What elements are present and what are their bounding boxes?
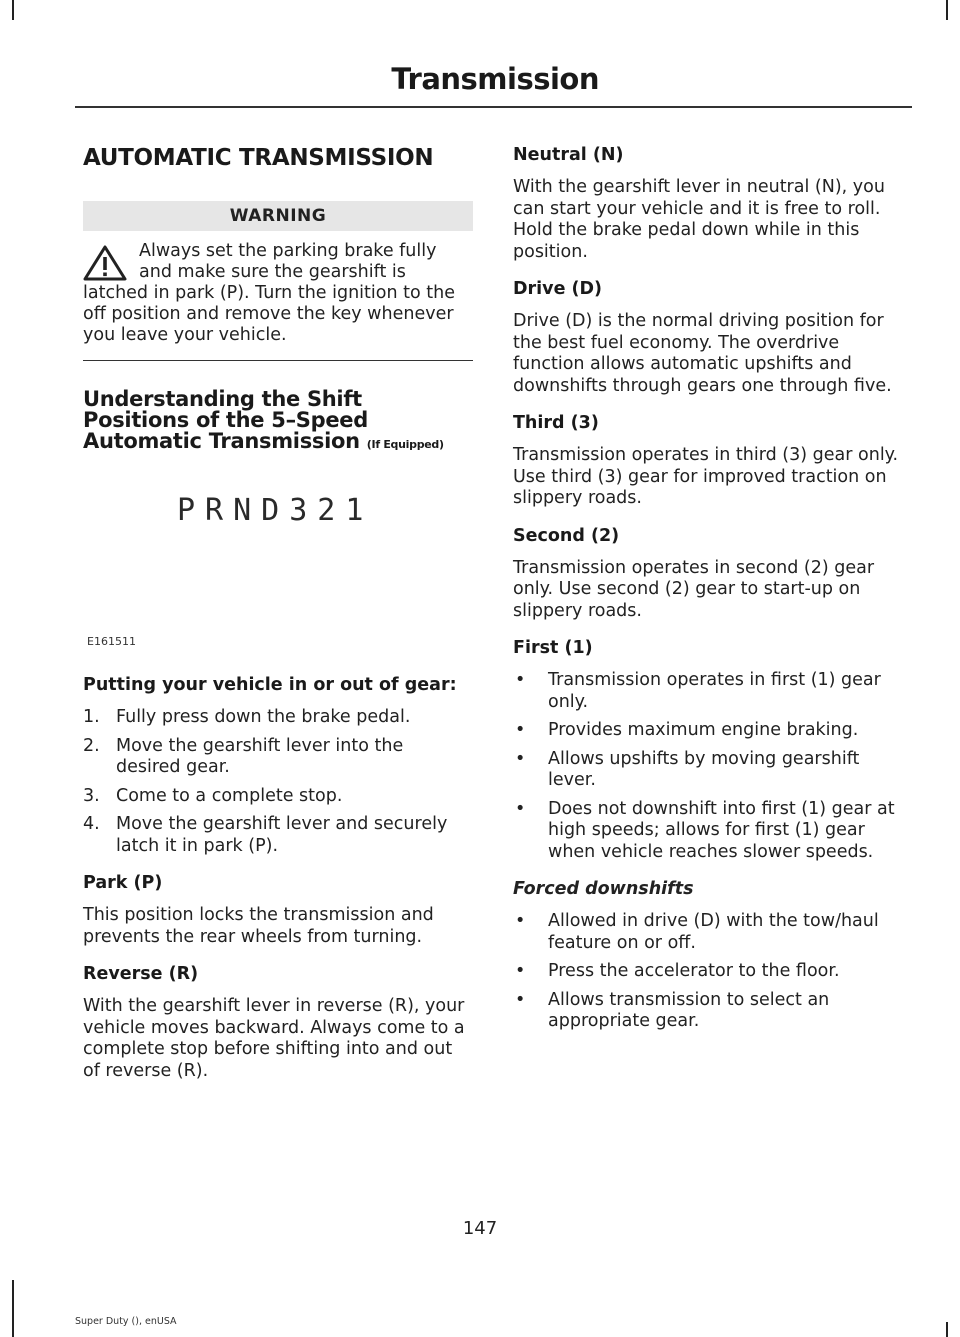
bullet: • (515, 798, 526, 819)
park-heading: Park (P) (83, 873, 163, 893)
step-text: Move the gearshift lever into the desired gear. (116, 735, 404, 777)
list-item (513, 961, 908, 983)
list-item-text: Allows transmission to select an appropriate gear. (548, 989, 830, 1031)
first-heading: First (1) (513, 638, 593, 658)
second-heading: Second (2) (513, 525, 620, 546)
list-item (513, 990, 908, 1033)
list-item-text: Allowed in drive (D) with the tow/haul feature on or off. (548, 911, 879, 953)
gear-steps-list (83, 707, 473, 857)
bullet: • (515, 670, 526, 690)
list-item (513, 670, 908, 713)
neutral-heading: Neutral (N) (513, 145, 624, 165)
right-column (513, 145, 908, 1049)
reverse-text: With the gearshift lever in reverse (R), your vehicle moves backward. Always come to a complete stop before shifting into and out of reverse (R). (83, 996, 465, 1081)
if-equipped-note: (If Equipped) (366, 438, 444, 451)
first-gear-list (513, 670, 908, 863)
left-column (83, 145, 473, 1098)
crop-mark (946, 1322, 948, 1337)
third-heading: Third (3) (513, 413, 599, 433)
park-text: This position locks the transmission and prevents the rear wheels from turning. (83, 905, 434, 947)
bullet: • (515, 911, 526, 931)
neutral-text: With the gearshift lever in neutral (N), you can start your vehicle and it is free to roll. Hold the brake pedal down while in this position. (513, 177, 885, 262)
drive-heading: Drive (D) (513, 279, 603, 299)
warning-text: Always set the parking brake fully and make sure the gearshift is latched in park (P). Turn the ignition to the off position and remove the key whenever you leave your vehicle. (83, 241, 455, 345)
reverse-heading: Reverse (R) (83, 964, 199, 984)
list-item (513, 799, 908, 864)
page-header-title: Transmission (391, 62, 599, 96)
step-text: Come to a complete stop. (116, 785, 343, 806)
warning-box (83, 201, 473, 361)
header-divider (75, 106, 912, 108)
subsection-title (83, 389, 473, 455)
page-number: 147 (462, 1218, 498, 1239)
bullet: • (515, 720, 526, 740)
gear-steps-heading: Putting your vehicle in or out of gear: (83, 675, 457, 695)
step-number: 4. (83, 814, 100, 834)
list-item (513, 911, 908, 954)
step-text: Fully press down the brake pedal. (116, 707, 411, 727)
warning-heading: WARNING (83, 201, 473, 231)
section-title: AUTOMATIC TRANSMISSION (83, 145, 434, 171)
second-text: Transmission operates in second (2) gear only. Use second (2) gear to start-up on slippery roads. (513, 557, 875, 621)
list-item (513, 749, 908, 792)
list-item-text: Press the accelerator to the floor. (548, 961, 840, 981)
gear-positions-label: PRND321 (177, 493, 374, 528)
warning-triangle-icon (83, 245, 127, 281)
list-item-text: Provides maximum engine braking. (548, 720, 859, 740)
forced-downshifts-list (513, 911, 908, 1033)
step-number: 1. (83, 707, 100, 727)
list-item (83, 707, 473, 729)
bullet: • (515, 748, 526, 769)
drive-text: Drive (D) is the normal driving position for the best fuel economy. The overdrive function allows automatic upshifts and downshifts through gears one through five. (513, 311, 892, 396)
crop-mark (946, 0, 948, 20)
warning-body (83, 241, 473, 361)
footer-text: Super Duty (), enUSA (75, 1316, 177, 1327)
gear-indicator-figure (83, 455, 473, 675)
step-number: 3. (83, 785, 100, 806)
subsection-title-text: Understanding the Shift Positions of the 5–Speed Automatic Transmission (83, 387, 368, 453)
list-item-text: Does not downshift into first (1) gear at high speeds; allows for first (1) gear when vehicle reaches slower speeds. (548, 798, 895, 862)
list-item (83, 786, 473, 808)
list-item (83, 736, 473, 779)
step-number: 2. (83, 735, 100, 756)
bullet: • (515, 989, 526, 1010)
crop-mark (12, 0, 14, 20)
forced-downshifts-heading: Forced downshifts (513, 879, 694, 899)
step-text: Move the gearshift lever and securely latch it in park (P). (116, 814, 448, 856)
list-item (83, 814, 473, 857)
bullet: • (515, 961, 526, 981)
figure-code: E161511 (87, 635, 136, 648)
crop-mark (12, 1280, 14, 1337)
list-item (513, 720, 908, 742)
third-text: Transmission operates in third (3) gear only. Use third (3) gear for improved traction on slippery roads. (513, 445, 899, 508)
list-item-text: Transmission operates in first (1) gear only. (548, 670, 881, 712)
list-item-text: Allows upshifts by moving gearshift lever. (548, 748, 860, 790)
